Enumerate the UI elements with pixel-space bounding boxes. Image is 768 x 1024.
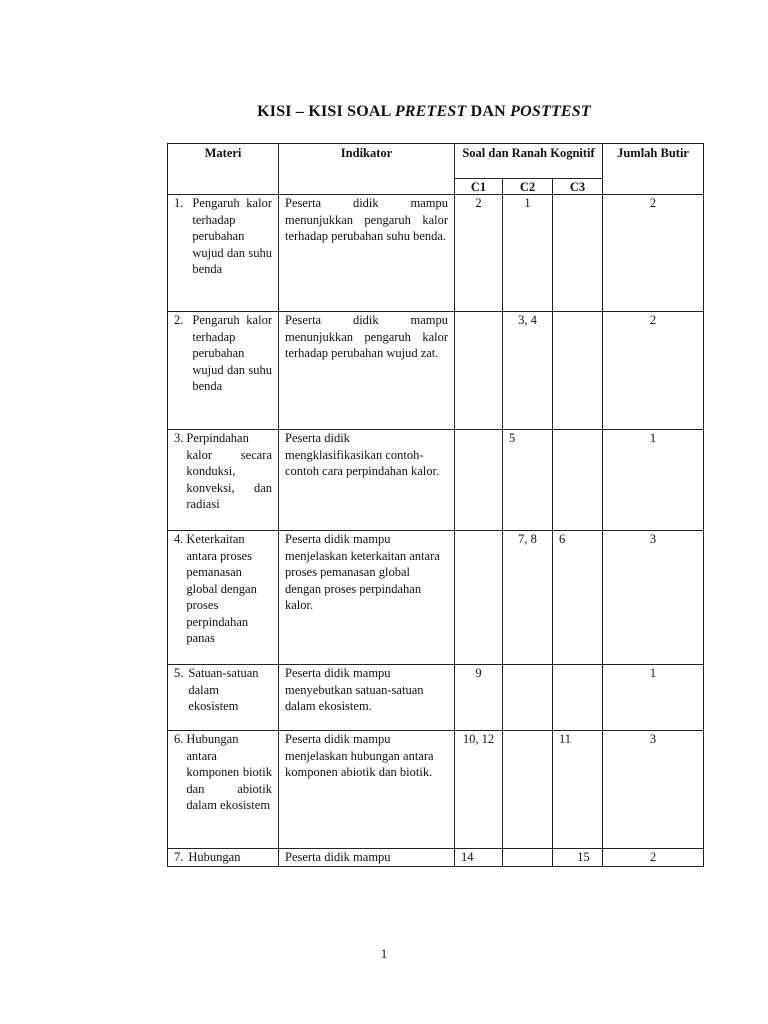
c1-cell: 14 [455, 849, 503, 867]
c3-cell [553, 430, 603, 531]
indikator-cell: Peserta didik mampu menjelaskan keterkaitan antara proses pemanasan global dengan proses perpindahan kalor. [279, 531, 455, 665]
table-row [168, 665, 704, 731]
c1-cell [455, 312, 503, 430]
materi-number: 6. [174, 732, 184, 746]
materi-cell [168, 312, 279, 430]
jumlah-cell: 3 [603, 731, 704, 849]
header-c1: C1 [455, 179, 503, 195]
jumlah-cell: 2 [603, 849, 704, 867]
jumlah-cell: 3 [603, 531, 704, 665]
materi-text: Pengaruh kalor terhadap perubahan wujud dan suhu benda [192, 196, 272, 276]
materi-text: Keterkaitan antara proses pemanasan global dengan proses perpindahan panas [186, 532, 257, 645]
c2-cell [503, 849, 553, 867]
table-row [168, 731, 704, 849]
header-jumlah-butir: Jumlah Butir [603, 144, 704, 195]
c2-cell: 1 [503, 195, 553, 312]
header-materi: Materi [168, 144, 279, 195]
c1-cell: 9 [455, 665, 503, 731]
table-row [168, 849, 704, 867]
materi-cell [168, 531, 279, 665]
materi-number: 5. [174, 666, 184, 680]
c3-cell: 6 [553, 531, 603, 665]
document-title [0, 103, 768, 121]
materi-number: 2. [174, 313, 184, 327]
jumlah-cell: 1 [603, 665, 704, 731]
table-row [168, 531, 704, 665]
materi-number: 7. [174, 850, 184, 864]
indikator-cell: Peserta didik mampu menyebutkan satuan-satuan dalam ekosistem. [279, 665, 455, 731]
materi-text: Satuan-satuan dalam ekosistem [188, 666, 259, 713]
materi-text: Perpindahan kalor secara konduksi, konveksi, dan radiasi [186, 431, 272, 511]
jumlah-cell: 2 [603, 312, 704, 430]
c3-cell: 15 [553, 849, 603, 867]
indikator-cell: Peserta didik mampu menunjukkan pengaruh kalor terhadap perubahan wujud zat. [279, 312, 455, 430]
c1-cell [455, 531, 503, 665]
materi-number: 1. [174, 196, 184, 210]
header-soal-ranah: Soal dan Ranah Kognitif [455, 144, 603, 179]
header-c3: C3 [553, 179, 603, 195]
c2-cell [503, 665, 553, 731]
indikator-cell: Peserta didik mampu menunjukkan pengaruh kalor terhadap perubahan suhu benda. [279, 195, 455, 312]
jumlah-cell: 1 [603, 430, 704, 531]
c2-cell: 7, 8 [503, 531, 553, 665]
materi-text: Hubungan [188, 850, 241, 864]
page-number: 1 [380, 946, 388, 961]
c3-cell [553, 195, 603, 312]
jumlah-cell: 2 [603, 195, 704, 312]
indikator-cell: Peserta didik mampu [279, 849, 455, 867]
c2-cell [503, 731, 553, 849]
kisi-kisi-table [167, 143, 704, 867]
c1-cell: 2 [455, 195, 503, 312]
materi-text: Pengaruh kalor terhadap perubahan wujud dan suhu benda [192, 313, 272, 393]
c2-cell: 3, 4 [503, 312, 553, 430]
title-part-1: KISI – KISI SOAL [257, 103, 395, 120]
table-row [168, 312, 704, 430]
materi-number: 3. [174, 431, 184, 445]
materi-cell [168, 849, 279, 867]
c3-cell [553, 312, 603, 430]
materi-text: Hubungan antara komponen biotik dan abiotik dalam ekosistem [186, 732, 272, 812]
c3-cell [553, 665, 603, 731]
title-pretest: PRETEST [394, 103, 467, 120]
table-row [168, 430, 704, 531]
materi-cell [168, 195, 279, 312]
title-part-3: DAN [466, 103, 511, 120]
materi-cell [168, 665, 279, 731]
materi-cell [168, 731, 279, 849]
c1-cell [455, 430, 503, 531]
header-row [168, 144, 704, 179]
c3-cell: 11 [553, 731, 603, 849]
title-posttest: POSTTEST [510, 103, 591, 120]
table-row [168, 195, 704, 312]
materi-cell [168, 430, 279, 531]
c1-cell: 10, 12 [455, 731, 503, 849]
header-indikator: Indikator [279, 144, 455, 195]
c2-cell: 5 [503, 430, 553, 531]
materi-number: 4. [174, 532, 184, 546]
indikator-cell: Peserta didik mengklasifikasikan contoh-contoh cara perpindahan kalor. [279, 430, 455, 531]
header-c2: C2 [503, 179, 553, 195]
indikator-cell: Peserta didik mampu menjelaskan hubungan antara komponen abiotik dan biotik. [279, 731, 455, 849]
